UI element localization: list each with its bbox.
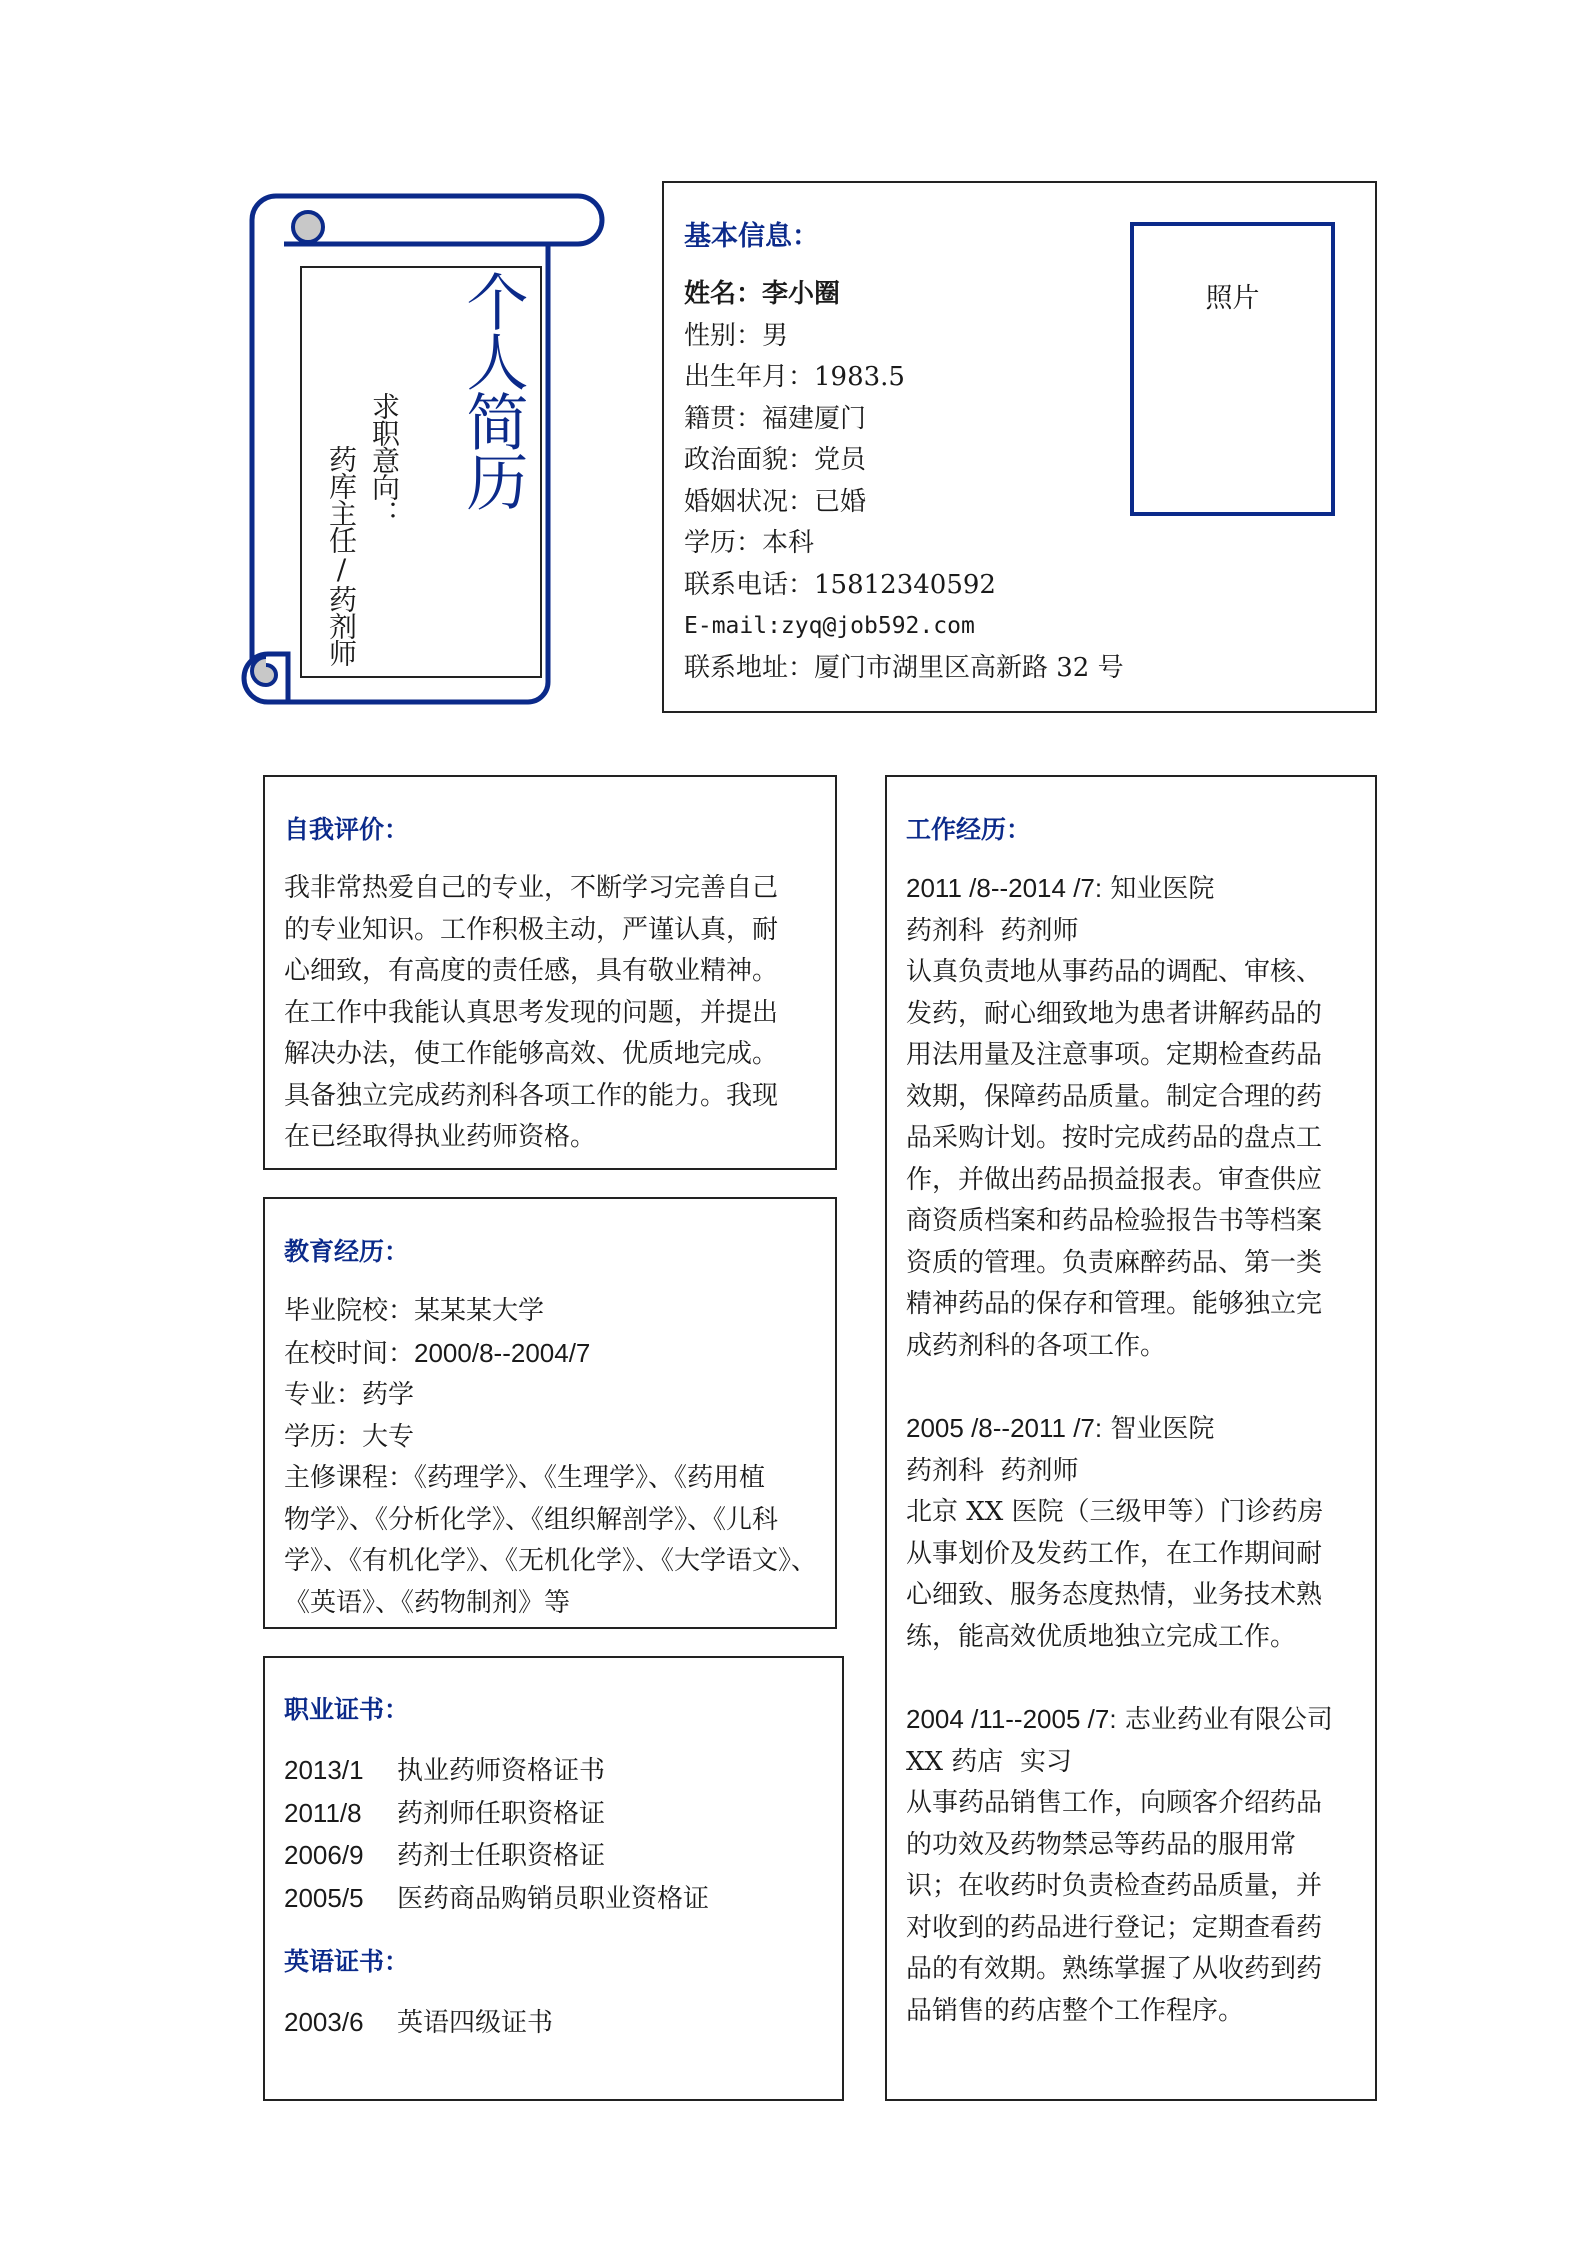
certificate-item xyxy=(284,1750,709,1793)
certificate-name: 英语四级证书 xyxy=(397,2008,554,2038)
job-desc-line: 效期，保障药品质量。制定合理的药 xyxy=(906,1081,1323,1112)
job-role: XX 药店 实习 xyxy=(906,1746,1072,1777)
education-details xyxy=(284,1291,817,1624)
certificate-name: 药剂师任职资格证 xyxy=(397,1798,606,1829)
job-desc-line: 品采购计划。按时完成药品的盘点工 xyxy=(906,1123,1323,1153)
job-desc-line: 商资质档案和药品检验报告书等档案 xyxy=(906,1206,1323,1236)
job-org: 志业药业有限公司 xyxy=(1116,1705,1333,1735)
certificate-item xyxy=(284,1835,709,1878)
job-org: 知业医院 xyxy=(1102,874,1215,904)
self-evaluation-heading: 自我评价： xyxy=(284,815,410,844)
email-field: E-mail:zyq@job592.com xyxy=(684,613,975,639)
job-period: 2005 /8--2011 /7: xyxy=(906,1413,1103,1443)
work-job-1 xyxy=(906,868,1322,1367)
certificate-name: 药剂士任职资格证 xyxy=(397,1841,606,1871)
certificates-heading: 职业证书： xyxy=(284,1695,410,1724)
job-desc-line: 从事药品销售工作，向顾客介绍药品 xyxy=(906,1788,1323,1818)
work-heading: 工作经历： xyxy=(906,815,1032,844)
job-org: 智业医院 xyxy=(1102,1414,1215,1444)
job-role: 药剂科 药剂师 xyxy=(906,1455,1079,1486)
period-field xyxy=(284,1333,817,1376)
gender-field: 性别：男 xyxy=(684,320,789,351)
self-eval-line: 在工作中我能认真思考发现的问题，并提出 xyxy=(284,997,779,1028)
self-eval-line: 心细致，有高度的责任感，具有敬业精神。 xyxy=(284,956,779,986)
birth-field: 出生年月：1983.5 xyxy=(684,362,905,392)
degree-field: 学历：大专 xyxy=(284,1421,415,1452)
work-job-2 xyxy=(906,1408,1324,1658)
english-cert-item xyxy=(284,2002,553,2045)
courses-line: 物学》、《分析化学》、《组织解剖学》、《儿科 xyxy=(284,1504,779,1535)
job-desc-line: 北京 XX 医院（三级甲等）门诊药房 xyxy=(906,1497,1324,1527)
job-desc-line: 资质的管理。负责麻醉药品、第一类 xyxy=(906,1247,1323,1278)
photo-placeholder xyxy=(1130,222,1335,516)
job-desc-line: 作，并做出药品损益报表。审查供应 xyxy=(906,1164,1323,1195)
basic-info-list xyxy=(684,274,1124,689)
school-field: 毕业院校：某某某大学 xyxy=(284,1296,545,1326)
job-desc-line: 精神药品的保存和管理。能够独立完 xyxy=(906,1289,1323,1319)
courses-line: 学》、《有机化学》、《无机化学》、《大学语文》、 xyxy=(284,1546,818,1576)
job-intent-value: 药库主任/药剂师 xyxy=(325,445,358,666)
photo-label: 照片 xyxy=(1205,282,1260,314)
period-label: 在校时间： xyxy=(284,1338,415,1369)
major-field: 专业：药学 xyxy=(284,1380,415,1410)
self-eval-line: 在已经取得执业药师资格。 xyxy=(284,1122,597,1152)
certificate-item xyxy=(284,1793,709,1836)
self-eval-line: 解决办法，使工作能够高效、优质地完成。 xyxy=(284,1039,779,1069)
job-desc-line: 认真负责地从事药品的调配、审核、 xyxy=(906,957,1323,987)
certificate-list xyxy=(284,1750,709,1920)
english-cert-heading: 英语证书： xyxy=(284,1947,410,1976)
job-role: 药剂科 药剂师 xyxy=(906,915,1079,946)
resume-title: 个人简历 xyxy=(456,270,529,510)
job-desc-line: 心细致、服务态度热情，业务技术熟 xyxy=(906,1580,1323,1610)
scroll-frame xyxy=(228,190,608,710)
job-period-line xyxy=(906,868,1322,911)
job-intent-label: 求职意向： xyxy=(368,392,401,527)
job-desc-line: 用法用量及注意事项。定期检查药品 xyxy=(906,1040,1323,1070)
courses-line: 主修课程：《药理学》、《生理学》、《药用植 xyxy=(284,1463,766,1493)
job-desc-line: 的功效及药物禁忌等药品的服用常 xyxy=(906,1829,1297,1860)
self-evaluation-text xyxy=(284,868,778,1159)
self-eval-line: 我非常热爱自己的专业，不断学习完善自己 xyxy=(284,873,779,903)
job-period: 2004 /11--2005 /7: xyxy=(906,1704,1117,1734)
certificate-date: 2003/6 xyxy=(284,2007,364,2037)
job-period-line xyxy=(906,1408,1324,1451)
work-job-3 xyxy=(906,1699,1333,2032)
job-desc-line: 识；在收药时负责检查药品质量，并 xyxy=(906,1871,1323,1901)
certificate-name: 医药商品购销员职业资格证 xyxy=(397,1883,710,1914)
politics-field: 政治面貌：党员 xyxy=(684,445,867,475)
period-value: 2000/8--2004/7 xyxy=(414,1337,591,1368)
job-desc-line: 品的有效期。熟练掌握了从收药到药 xyxy=(906,1954,1323,1984)
self-eval-line: 具备独立完成药剂科各项工作的能力。我现 xyxy=(284,1080,779,1111)
self-eval-line: 的专业知识。工作积极主动，严谨认真，耐 xyxy=(284,914,779,945)
phone-field: 联系电话：15812340592 xyxy=(684,569,996,600)
certificate-item xyxy=(284,1878,709,1921)
job-period-line xyxy=(906,1699,1333,1742)
basic-info-heading: 基本信息： xyxy=(684,221,819,252)
english-cert-list xyxy=(284,2002,553,2045)
certificate-date: 2011/8 xyxy=(284,1797,362,1828)
job-period: 2011 /8--2014 /7: xyxy=(906,873,1103,903)
job-desc-line: 成药剂科的各项工作。 xyxy=(906,1330,1167,1361)
education-heading: 教育经历： xyxy=(284,1237,410,1266)
certificate-name: 执业药师资格证书 xyxy=(397,1756,606,1786)
certificate-date: 2006/9 xyxy=(284,1840,364,1870)
job-desc-line: 品销售的药店整个工作程序。 xyxy=(906,1995,1245,2026)
job-desc-line: 发药，耐心细致地为患者讲解药品的 xyxy=(906,998,1323,1029)
origin-field: 籍贯：福建厦门 xyxy=(684,403,867,434)
marital-field: 婚姻状况：已婚 xyxy=(684,486,867,517)
job-desc-line: 对收到的药品进行登记；定期查看药 xyxy=(906,1912,1323,1943)
certificate-date: 2013/1 xyxy=(284,1755,364,1785)
address-field: 联系地址：厦门市湖里区高新路 32 号 xyxy=(684,652,1124,683)
job-desc-line: 从事划价及发药工作，在工作期间耐 xyxy=(906,1538,1323,1569)
certificate-date: 2005/5 xyxy=(284,1882,364,1913)
education-field: 学历：本科 xyxy=(684,528,815,558)
courses-line: 《英语》、《药物制剂》等 xyxy=(284,1587,571,1618)
name-field: 姓名：李小圈 xyxy=(684,279,841,309)
job-desc-line: 练，能高效优质地独立完成工作。 xyxy=(906,1621,1297,1652)
